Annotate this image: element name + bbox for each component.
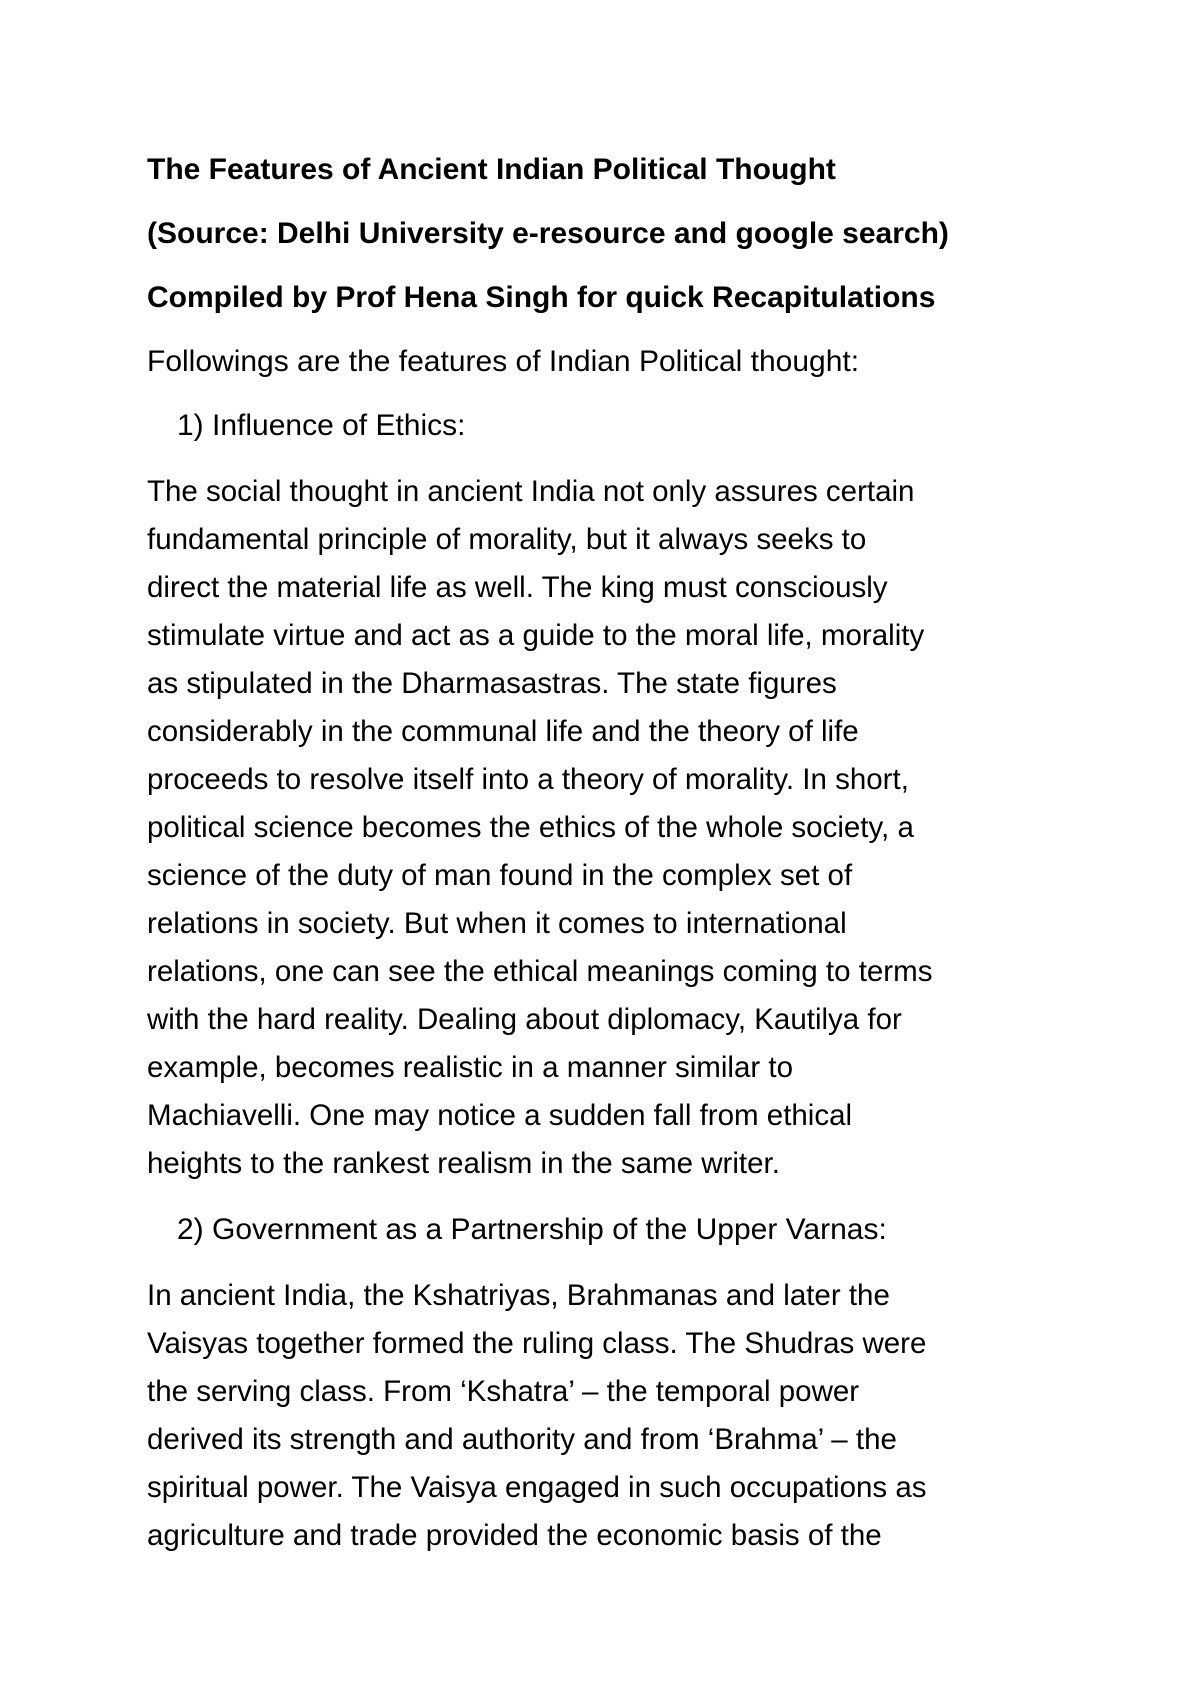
paragraph-line: political science becomes the ethics of the whole society, a xyxy=(147,811,914,844)
paragraph-line: the serving class. From ‘Kshatra’ – the temporal power xyxy=(147,1375,860,1408)
paragraph-line: relations in society. But when it comes to international xyxy=(147,907,847,940)
paragraph-line: Vaisyas together formed the ruling class. The Shudras were xyxy=(147,1327,927,1360)
paragraph-line: considerably in the communal life and the theory of life xyxy=(147,715,859,748)
paragraph-line: as stipulated in the Dharmasastras. The state figures xyxy=(147,667,837,700)
compiled-by-line: Compiled by Prof Hena Singh for quick Recapitulations xyxy=(147,281,936,314)
paragraph-line: fundamental principle of morality, but it always seeks to xyxy=(147,523,867,556)
paragraph-line: relations, one can see the ethical meanings coming to terms xyxy=(147,955,933,988)
paragraph-upper-varnas xyxy=(147,1272,1077,1560)
paragraph-line: In ancient India, the Kshatriyas, Brahmanas and later the xyxy=(147,1279,890,1312)
paragraph-line: stimulate virtue and act as a guide to the moral life, morality xyxy=(147,619,925,652)
paragraph-line: Machiavelli. One may notice a sudden fall from ethical xyxy=(147,1099,853,1132)
paragraph-line: example, becomes realistic in a manner similar to xyxy=(147,1051,793,1084)
paragraph-line: proceeds to resolve itself into a theory of morality. In short, xyxy=(147,763,909,796)
paragraph-line: with the hard reality. Dealing about diplomacy, Kautilya for xyxy=(147,1003,902,1036)
paragraph-line: heights to the rankest realism in the same writer. xyxy=(147,1147,780,1180)
paragraph-ethics xyxy=(147,468,1077,1188)
paragraph-line: science of the duty of man found in the complex set of xyxy=(147,859,853,892)
document-content xyxy=(147,148,1077,1580)
source-line: (Source: Delhi University e-resource and google search) xyxy=(147,217,949,250)
item-heading-ethics: 1) Influence of Ethics: xyxy=(177,409,466,442)
paragraph-line: agriculture and trade provided the economic basis of the xyxy=(147,1519,882,1552)
document-title: The Features of Ancient Indian Political Thought xyxy=(147,153,836,186)
paragraph-line: spiritual power. The Vaisya engaged in such occupations as xyxy=(147,1471,927,1504)
paragraph-line: The social thought in ancient India not only assures certain xyxy=(147,475,915,508)
paragraph-line: derived its strength and authority and from ‘Brahma’ – the xyxy=(147,1423,897,1456)
item-heading-upper-varnas: 2) Government as a Partnership of the Upper Varnas: xyxy=(177,1213,887,1246)
paragraph-line: direct the material life as well. The king must consciously xyxy=(147,571,888,604)
intro-line: Followings are the features of Indian Political thought: xyxy=(147,345,860,378)
